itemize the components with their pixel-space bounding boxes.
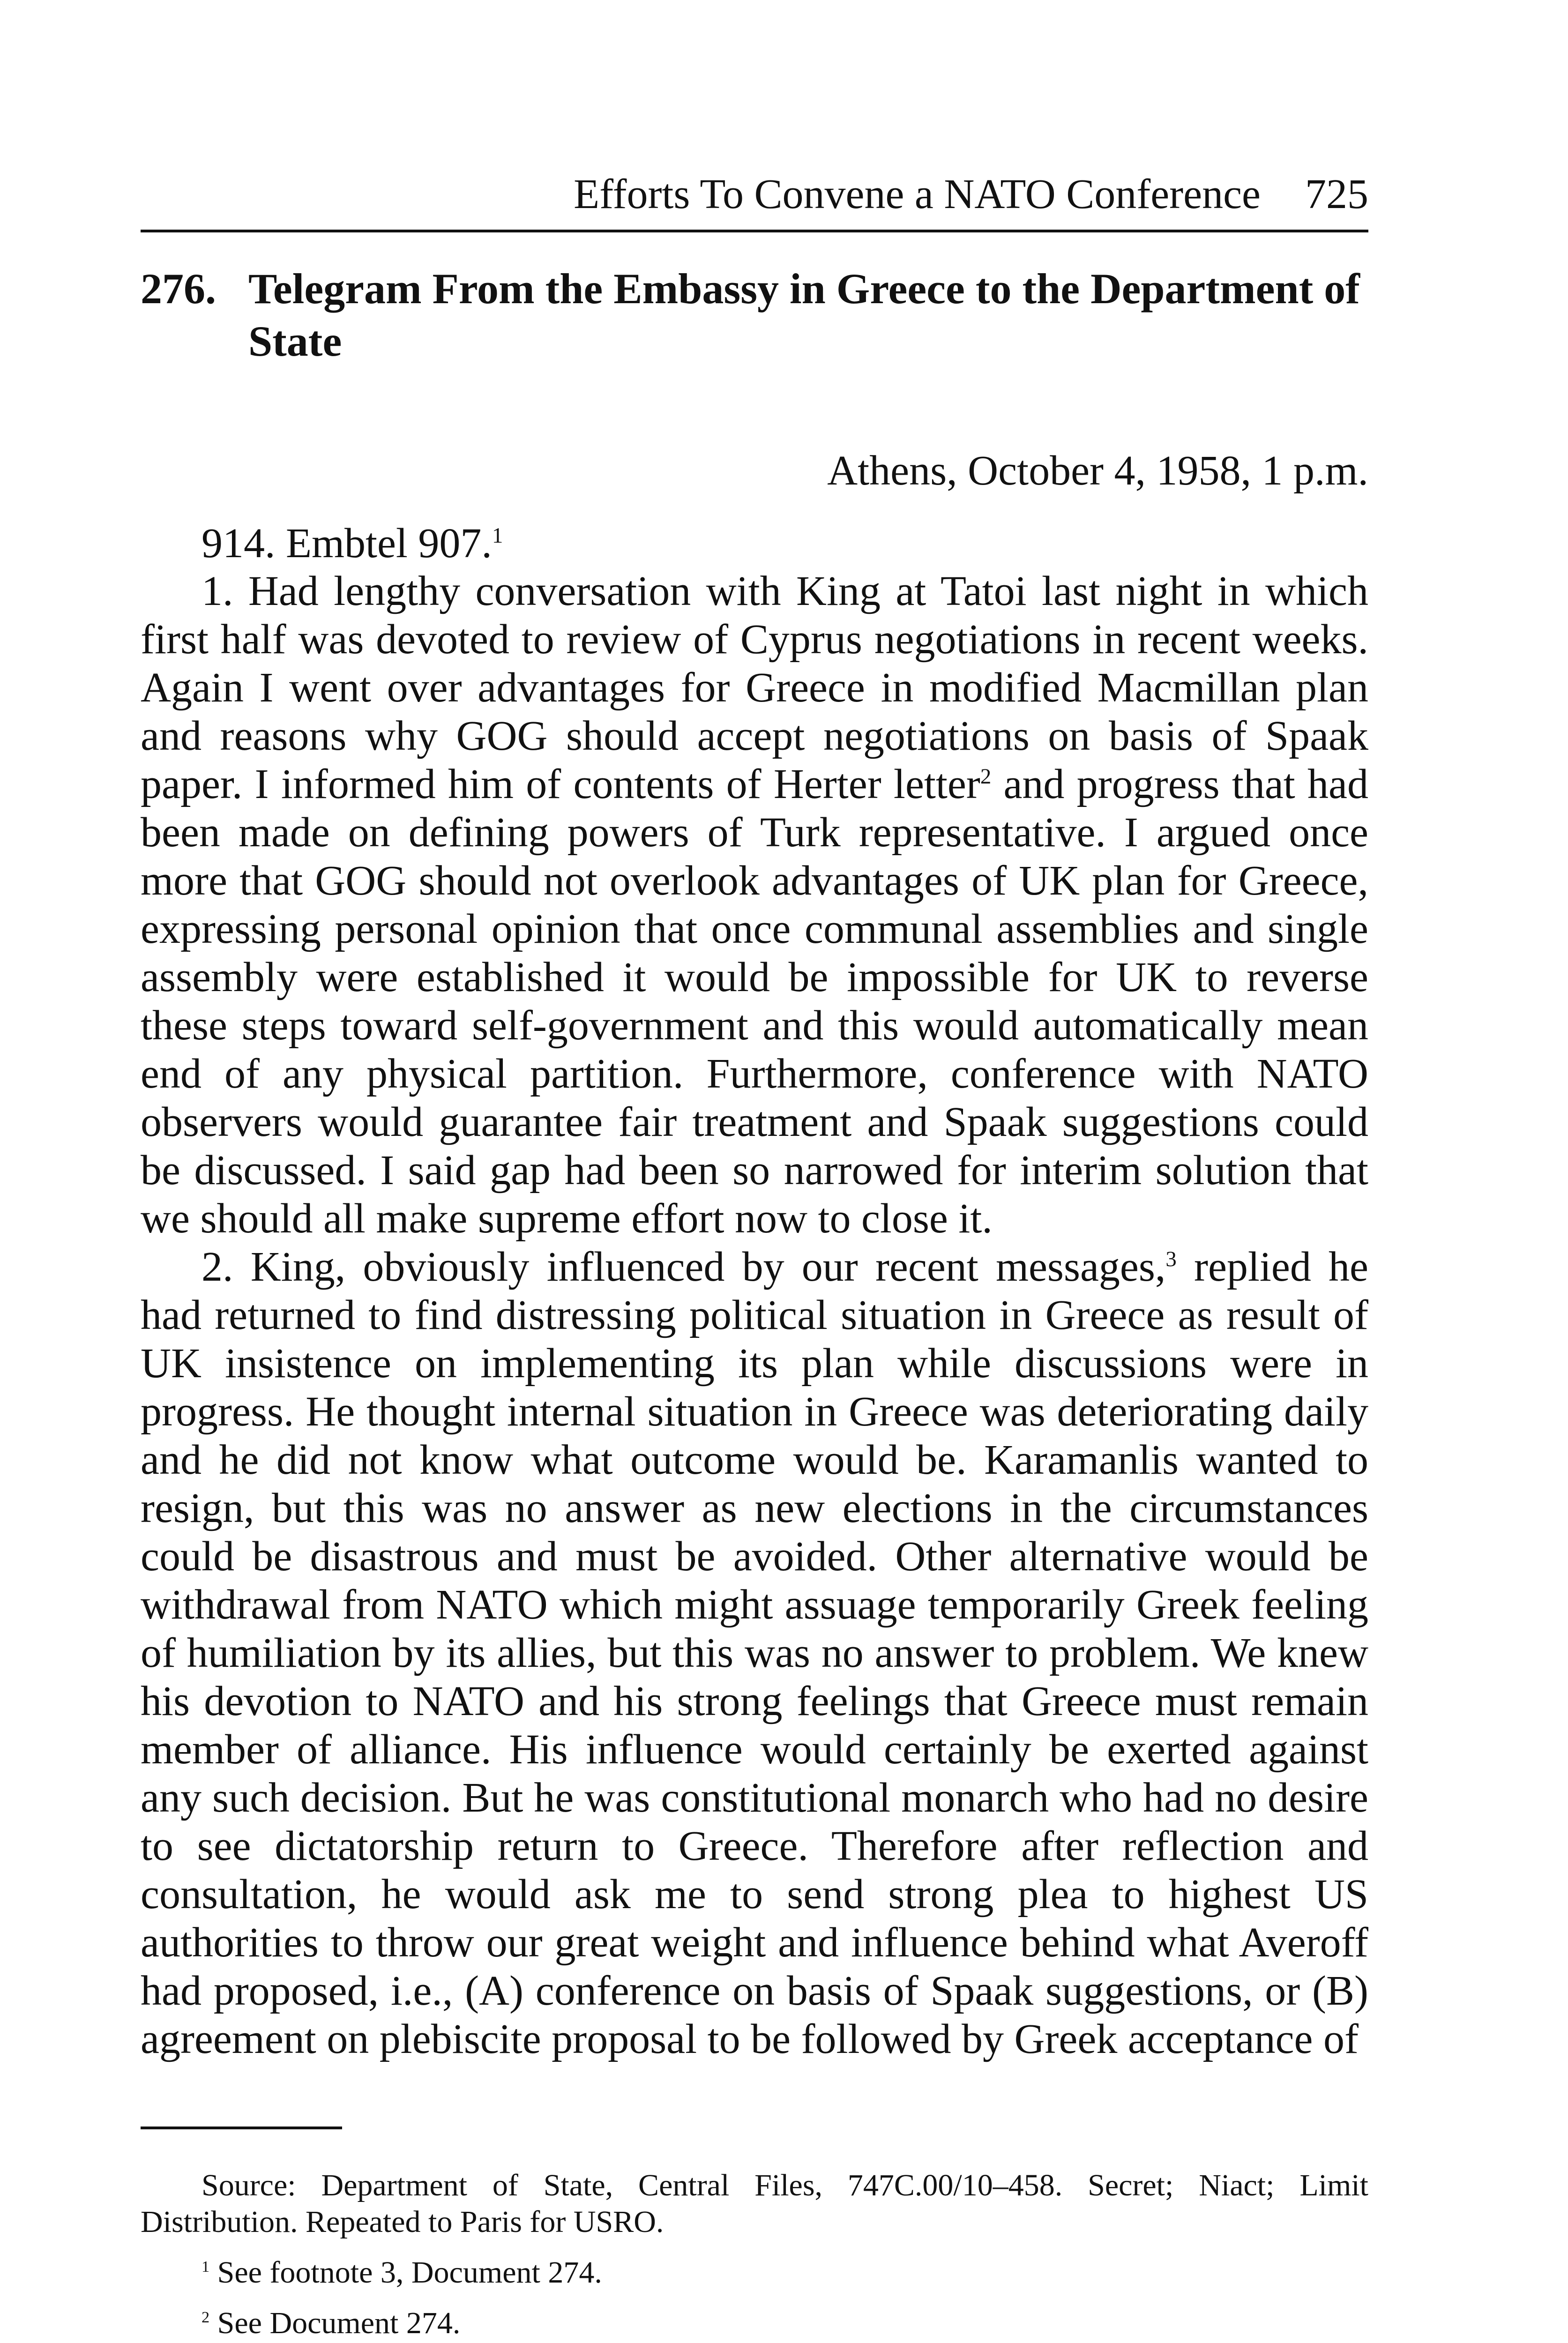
paragraph-text: 1. Had lengthy conversation with King at Tatoi last night in which first half was devoted to review of Cyprus negotiations in recent weeks. Again I went over advantages for Greece in modified Macmillan plan and reasons why GOG should accept negotiations on basis of Spaak paper. I informed him of contents of Herter letter <box>141 568 1368 807</box>
reference-text: 914. Embtel 907. <box>202 520 492 567</box>
paragraph-1 <box>141 567 1368 1243</box>
reference-line <box>202 520 503 567</box>
footnote-number: 1 <box>202 2258 210 2276</box>
footnote-number: 2 <box>202 2308 210 2326</box>
footnote-text: See Document 274. <box>209 2306 461 2340</box>
footnote-marker: 1 <box>492 523 503 548</box>
footnote-divider <box>141 2127 342 2129</box>
page-header <box>141 159 1368 232</box>
dateline: Athens, October 4, 1958, 1 p.m. <box>827 448 1368 494</box>
page-number: 725 <box>1305 171 1368 217</box>
footnote-1 <box>141 2254 1368 2291</box>
running-title: Efforts To Convene a NATO Conference <box>574 171 1261 217</box>
telegram-body <box>141 567 1368 2063</box>
paragraph-2 <box>141 1243 1368 2063</box>
paragraph-text: 2. King, obviously influenced by our recent messages, <box>202 1244 1166 1290</box>
document-title <box>141 262 1368 367</box>
footnote-text: See footnote 3, Document 274. <box>209 2255 602 2290</box>
source-note: Source: Department of State, Central Files, 747C.00/10–458. Secret; Niact; Limit Distribution. Repeated to Paris for USRO. <box>141 2168 1368 2239</box>
footnote-marker: 2 <box>980 764 992 789</box>
footnotes <box>141 2167 1368 2343</box>
footnote-2 <box>141 2305 1368 2342</box>
paragraph-text: and progress that had been made on defining powers of Turk representative. I argued once more that GOG should not overlook advantages of UK plan for Greece, expressing personal opinion that once communal assemblies and single assembly were established it would be impossible for UK to reverse these steps toward self-government and this would automatically mean end of any physical partition. Furthermore, conference with NATO observers would guarantee fair treatment and Spaak suggestions could be discussed. I said gap had been so narrowed for interim solution that we should all make supreme effort now to close it. <box>141 761 1368 1242</box>
document-heading: Telegram From the Embassy in Greece to the Department of State <box>248 265 1360 365</box>
paragraph-text: replied he had returned to find distressing political situation in Greece as result of UK insistence on implementing its plan while discussions were in progress. He thought internal situation in Greece was deteriorating daily and he did not know what outcome would be. Karamanlis wanted to resign, but this was no answer as new elections in the circumstances could be disastrous and must be avoided. Other alternative would be withdrawal from NATO which might assuage temporarily Greek feeling of humiliation by its allies, but this was no answer to problem. We knew his devotion to NATO and his strong feelings that Greece must remain member of alliance. His influence would certainly be exerted against any such decision. But he was constitutional monarch who had no desire to see dictatorship return to Greece. Therefore after reflection and consultation, he would ask me to send strong plea to highest US authorities to throw our great weight and influence behind what Averoff had proposed, i.e., (A) conference on basis of Spaak suggestions, or (B) agreement on plebiscite proposal to be followed by Greek acceptance of <box>141 1244 1368 2062</box>
document-number: 276. <box>141 265 216 313</box>
footnote-marker: 3 <box>1165 1247 1177 1271</box>
